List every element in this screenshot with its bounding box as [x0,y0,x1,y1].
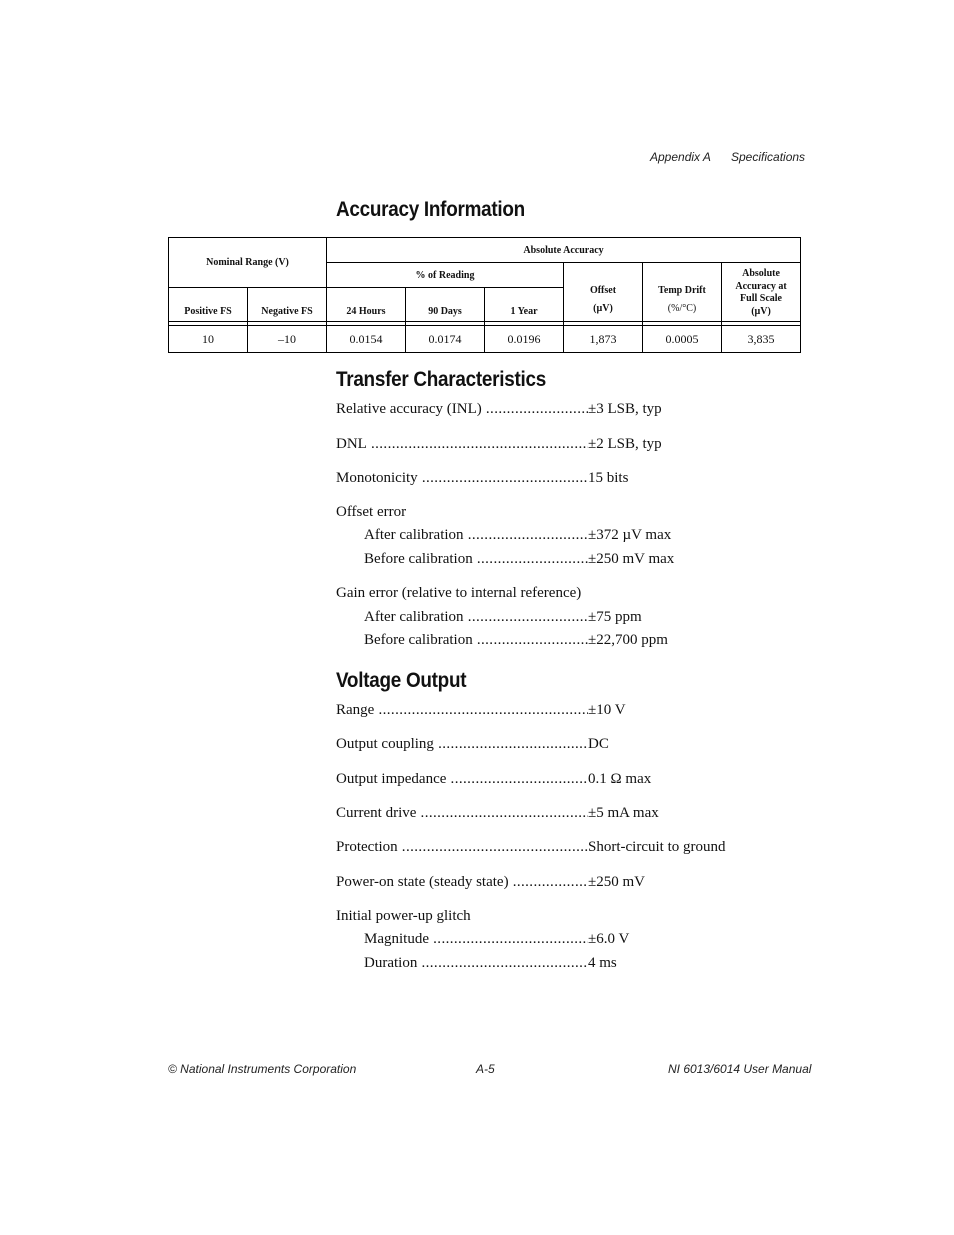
y1-header: 1 Year [485,288,564,322]
spec-protection [336,838,725,856]
gain-error-label: Gain error (relative to internal reference) [336,585,582,601]
cell-24h: 0.0154 [327,326,406,353]
transfer-heading: Transfer Characteristics [336,368,546,391]
spec-range-label: Range ..... [336,702,588,718]
cell-abs-fs: 3,835 [722,326,801,353]
temp-drift-header [643,263,722,322]
voltage-heading: Voltage Output [336,669,467,692]
spec-gain-before-label: Before calibration ..... [364,632,588,648]
spec-inl [336,400,662,418]
footer-copyright: © National Instruments Corporation [168,1062,357,1076]
abs-fs-line1: Absolute [742,268,780,279]
spec-gain-after [364,608,642,626]
header-chapter: Specifications [731,150,806,164]
spec-monotonicity-value: 15 bits [588,470,629,486]
spec-impedance-value: 0.1 Ω max [588,771,652,787]
spec-impedance [336,770,651,788]
spec-current [336,804,659,822]
glitch-label: Initial power-up glitch [336,908,471,924]
cell-negative-fs: –10 [248,326,327,353]
spec-range-value: ±10 V [588,702,626,718]
accuracy-heading: Accuracy Information [336,198,525,221]
spec-offset-after [364,526,671,544]
offset-label: Offset [589,285,617,296]
spec-dnl-value: ±2 LSB, typ [588,436,662,452]
spec-magnitude [364,930,629,948]
cell-positive-fs: 10 [169,326,248,353]
h24-header: 24 Hours [327,288,406,322]
abs-fs-line3: Full Scale [740,293,782,304]
spec-gain-after-label: After calibration ..... [364,609,588,625]
spec-dnl-label: DNL ..... [336,436,588,452]
offset-header [564,263,643,322]
spec-monotonicity [336,469,628,487]
cell-1y: 0.0196 [485,326,564,353]
spec-power-on [336,873,645,891]
cell-90d: 0.0174 [406,326,485,353]
positive-fs-header: Positive FS [169,288,248,322]
spec-inl-value: ±3 LSB, typ [588,401,662,417]
spec-magnitude-value: ±6.0 V [588,931,630,947]
footer-page-number: A-5 [476,1062,495,1076]
spec-coupling-value: DC [588,736,609,752]
spec-protection-value: Short-circuit to ground [588,839,726,855]
spec-power-on-value: ±250 mV [588,874,645,890]
cell-offset: 1,873 [564,326,643,353]
absolute-accuracy-header: Absolute Accuracy [327,238,801,263]
spec-current-label: Current drive ..... [336,805,588,821]
spec-duration-value: 4 ms [588,955,617,971]
spec-offset-after-value: ±372 µV max [588,527,672,543]
header-section: Appendix A [650,150,711,164]
spec-coupling [336,735,609,753]
spec-gain-before [364,631,668,649]
spec-range [336,701,626,719]
spec-gain-before-value: ±22,700 ppm [588,632,668,648]
spec-power-on-label: Power-on state (steady state) ..... [336,874,588,890]
offset-unit: (µV) [593,303,613,314]
spec-magnitude-label: Magnitude ..... [364,931,588,947]
pct-reading-header: % of Reading [327,263,564,288]
spec-monotonicity-label: Monotonicity ..... [336,470,588,486]
spec-offset-before-label: Before calibration ..... [364,551,588,567]
accuracy-table [168,237,801,353]
spec-offset-before-value: ±250 mV max [588,551,675,567]
spec-impedance-label: Output impedance ..... [336,771,588,787]
spec-offset-before [364,550,674,568]
spec-offset-after-label: After calibration ..... [364,527,588,543]
abs-fs-line2: Accuracy at [735,280,787,292]
abs-fs-unit: (µV) [751,305,771,317]
offset-error-label: Offset error [336,504,407,520]
abs-fs-header [722,263,801,322]
spec-gain-after-value: ±75 ppm [588,609,642,625]
spec-dnl [336,435,662,453]
d90-header: 90 Days [406,288,485,322]
footer-manual-title: NI 6013/6014 User Manual [668,1062,812,1076]
negative-fs-header: Negative FS [248,288,327,322]
spec-inl-label: Relative accuracy (INL) ..... [336,401,588,417]
spec-protection-label: Protection ..... [336,839,588,855]
cell-temp-drift: 0.0005 [643,326,722,353]
spec-current-value: ±5 mA max [588,805,659,821]
spec-duration-label: Duration ..... [364,955,588,971]
spec-duration [364,954,617,972]
temp-drift-label: Temp Drift [658,285,706,296]
temp-drift-unit: (%/°C) [667,303,697,314]
spec-coupling-label: Output coupling ..... [336,736,588,752]
nominal-range-header: Nominal Range (V) [169,238,327,288]
